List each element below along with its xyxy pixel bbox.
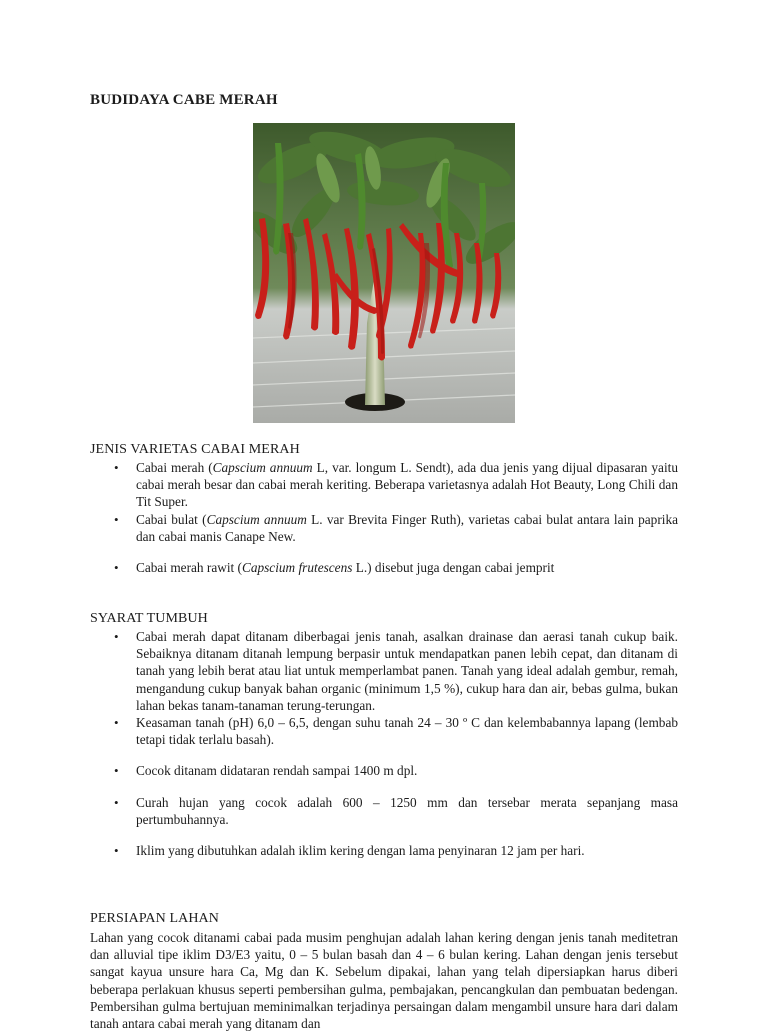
document-title: BUDIDAYA CABE MERAH	[90, 92, 278, 108]
varieties-heading: JENIS VARIETAS CABAI MERAH	[90, 442, 300, 457]
requirement-item-altitude: • Cocok ditanam didataran rendah sampai 1400 m dpl.	[90, 762, 678, 779]
requirement-item-ph: • Keasaman tanah (pH) 6,0 – 6,5, dengan suhu tanah 24 – 30 º C dan kelembabannya lapang (lembab tetapi tidak terlalu basah).	[90, 714, 678, 748]
chili-plant-illustration	[253, 123, 515, 423]
land-prep-paragraph: Lahan yang cocok ditanami cabai pada musim penghujan adalah lahan kering dengan jenis tanah meditetran dan alluvial tipe iklim D3/E3 yaitu, 0 – 5 bulan basah dan 4 – 6 bulan kering. Lahan dengan jenis tersebut sangat kayua unsure hara Ca, Mg dan K. Sebelum dipakai, lahan yang telah dipersiapkan harus diberi beberapa perlakuan khusus seperti pembersihan gulma, pembajakan, pencangkulan dan pembuatan bedengan. Pembersihan gulma bertujuan meminimalkan terjadinya persaingan dalam mengambil unsure hara dari dalam tanah antara cabai merah yang ditanam dan	[90, 930, 678, 1032]
red-chili-plant-photo	[253, 123, 515, 423]
requirement-item-climate: • Iklim yang dibutuhkan adalah iklim kering dengan lama penyinaran 12 jam per hari.	[90, 842, 678, 859]
requirements-list	[90, 628, 678, 859]
variety-item-rawit-chili: • Cabai merah rawit (Capscium frutescens L.) disebut juga dengan cabai jemprit	[90, 559, 678, 576]
requirement-item-soil: • Cabai merah dapat ditanam diberbagai jenis tanah, asalkan drainase dan aerasi tanah cukup baik. Sebaiknya ditanam ditanah lempung berpasir untuk mendapatkan panen lebih cepat, dan ditanam di tanah yang lebih berat atau liat untuk memperlambat panen. Tanah yang ideal adalah gembur, remah, mengandung cukup banyak bahan organic (minimum 1,5 %), cukup hara dan air, bebas gulma, bukan lahan bekas tanam-tanaman terung-terungan.	[90, 628, 678, 714]
land-prep-heading: PERSIAPAN LAHAN	[90, 911, 219, 926]
varieties-list	[90, 459, 678, 576]
requirements-heading: SYARAT TUMBUH	[90, 611, 208, 626]
requirement-item-rainfall: • Curah hujan yang cocok adalah 600 – 1250 mm dan tersebar merata sepanjang masa pertumbuhannya.	[90, 794, 678, 828]
variety-item-red-chili: • Cabai merah (Capscium annuum L, var. longum L. Sendt), ada dua jenis yang dijual dipasaran yaitu cabai merah besar dan cabai merah keriting. Beberapa varietasnya adalah Hot Beauty, Long Chili dan Tit Super.	[90, 459, 678, 511]
variety-item-round-chili: • Cabai bulat (Capscium annuum L. var Brevita Finger Ruth), varietas cabai bulat antara lain paprika dan cabai manis Canape New.	[90, 511, 678, 545]
